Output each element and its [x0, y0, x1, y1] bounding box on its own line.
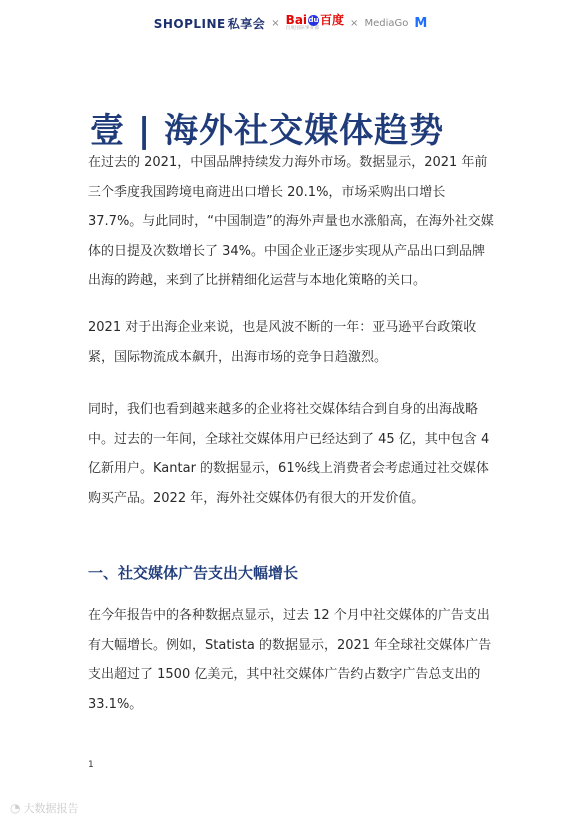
paragraph-3: 同时，我们也看到越来越多的企业将社交媒体结合到自身的出海战略中。过去的一年间，全球社交媒体用户已经达到了 45 亿，其中包含 4 亿新用户。Kantar 的数据显示，61%线上消费者会考虑通过社交媒体购买产品。2022 年，海外社交媒体仍有很大的开发价值。 [88, 402, 490, 506]
paragraph-2: 2021 对于出海企业来说，也是风波不断的一年：亚马逊平台政策收紧，国际物流成本飙升，出海市场的竞争日趋激烈。 [88, 320, 477, 365]
section-paragraph: 在今年报告中的各种数据点显示，过去 12 个月中社交媒体的广告支出有大幅增长。例如，Statista 的数据显示，2021 年全球社交媒体广告支出超过了 1500 亿美元，其中社交媒体广告约占数字广告总支出的 33.1%。 [88, 608, 492, 712]
weibo-icon: ◔ [10, 801, 21, 815]
watermark [10, 800, 78, 816]
page-number: 1 [88, 760, 94, 770]
page-title: 壹 | 海外社交媒体趋势 [90, 110, 445, 151]
section-heading: 一、社交媒体广告支出大幅增长 [88, 564, 299, 582]
shopline-logo: SHOPLINE 私享会 [153, 16, 266, 31]
baidu-paw-icon: du [308, 15, 319, 24]
shopline-cn-label: 私享会 [227, 16, 266, 31]
header-logos [0, 8, 581, 38]
baidu-logo: Bai du 百度 百度国际事业部 [285, 13, 345, 32]
mediago-logo: MediaGo [364, 17, 409, 29]
m-logo-icon: M [414, 15, 428, 31]
logo-separator: × [271, 17, 280, 29]
watermark-text: 大数据报告 [23, 802, 79, 815]
logo-separator-2: × [350, 17, 359, 29]
baidu-subtitle: 百度国际事业部 [285, 26, 320, 32]
paragraph-1: 在过去的 2021，中国品牌持续发力海外市场。数据显示，2021 年前三个季度我国跨境电商进出口增长 20.1%，市场采购出口增长 37.7%。与此同时，“中国制造”的海外声量也水涨船高，在海外社交媒体的日提及次数增长了 34%。中国企业正逐步实现从产品出口到品牌出海的跨越，来到了比拼精细化运营与本地化策略的关口。 [88, 155, 494, 288]
